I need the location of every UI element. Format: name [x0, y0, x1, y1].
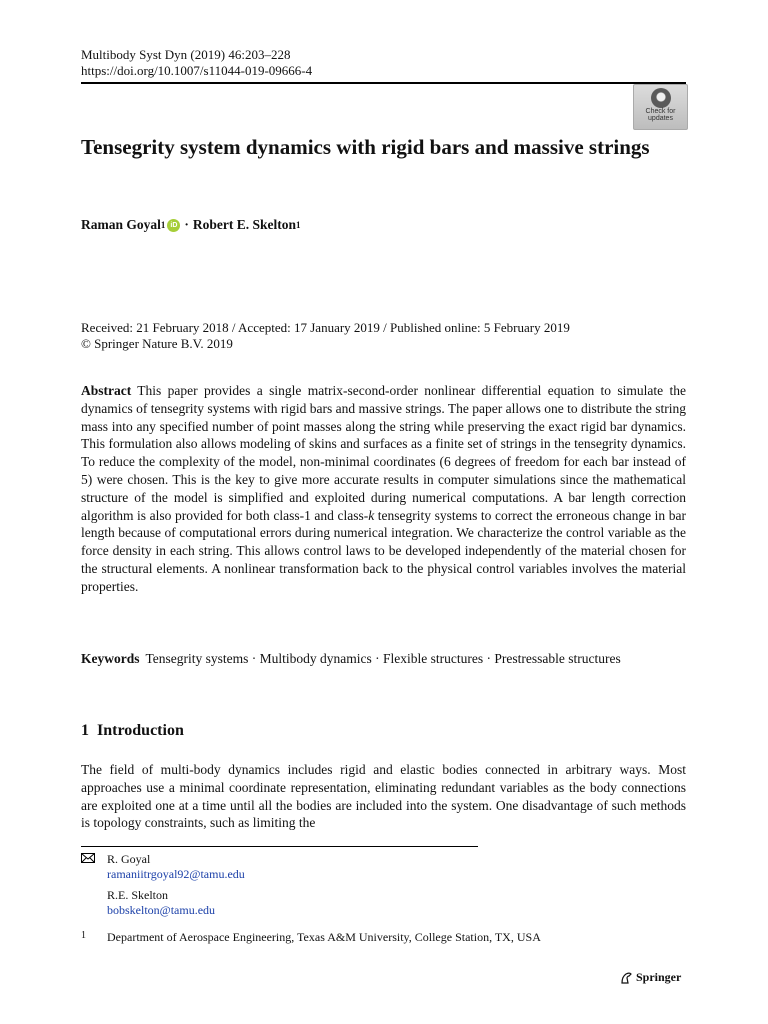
abstract: [81, 382, 686, 596]
orcid-icon[interactable]: iD: [167, 219, 180, 232]
abstract-label: Abstract: [81, 383, 132, 398]
section-heading: [81, 722, 184, 740]
abstract-text-part2: tensegrity systems to correct the erroneous change in bar length because of computational errors during numerical integration. We characterize the control variable as the force density in each string. This allows control laws to be developed independently of the material chosen for the structural elements. A nonlinear transformation back to the physical control variables involves the material properties.: [81, 507, 686, 594]
doi-link[interactable]: https://doi.org/10.1007/s11044-019-09666-4: [81, 63, 313, 78]
springer-horse-icon: [619, 971, 633, 985]
contact-name-2: R.E. Skelton: [107, 888, 169, 902]
paper-title: Tensegrity system dynamics with rigid bars and massive strings: [81, 135, 650, 159]
author-name-1[interactable]: Raman Goyal: [81, 217, 161, 232]
section-title: Introduction: [97, 722, 184, 739]
envelope-icon: [81, 853, 95, 863]
author-separator: ·: [184, 217, 189, 232]
abstract-italic-k: k: [368, 507, 375, 523]
check-updates-icon: [651, 88, 671, 108]
publication-dates: [81, 320, 570, 352]
check-for-updates-badge[interactable]: [633, 84, 688, 130]
keywords-label: Keywords: [81, 651, 140, 666]
contact-email-2[interactable]: bobskelton@tamu.edu: [107, 903, 216, 917]
springer-logo: [619, 970, 681, 985]
copyright-line: © Springer Nature B.V. 2019: [81, 336, 233, 351]
affiliation-number: 1: [81, 930, 86, 941]
abstract-text-part1: This paper provides a single matrix-second-order nonlinear differential equation to simulate the dynamics of tensegrity systems with rigid bars and massive strings. The paper allows one to distribute the string mass into any specified number of point masses along the string while preserving the exact rigid bar dynamics. This formulation also allows modeling of skins and surfaces as a finite set of strings in the tensegrity dynamics. To reduce the complexity of the model, non-minimal coordinates (6 degrees of freedom for each bar instead of 5) were chosen. This is the key to give more accurate results in computer simulations since the mathematical structure of the model is simplified and exploited during numerical computations. A bar length correction algorithm is also provided for both class-1 and class-: [81, 383, 686, 523]
badge-line-1: Check for: [645, 108, 676, 115]
contact-email-1[interactable]: ramaniitrgoyal92@tamu.edu: [107, 867, 245, 881]
author-name-2[interactable]: Robert E. Skelton: [192, 217, 297, 232]
intro-paragraph: The field of multi-body dynamics includes rigid and elastic bodies connected in arbitrary ways. Most approaches use a minimal coordinate representation, eliminating redundant variables as the body connections are exploited one at a time until all the bodies are included into the system. One disadvantage of such methods is topology constraints, such as limiting the: [81, 762, 686, 831]
footnote-rule: [81, 846, 478, 847]
author-list: Raman Goyal 1 iD · Robert E. Skelton 1: [81, 217, 301, 232]
badge-line-2: updates: [648, 115, 673, 122]
journal-citation: Multibody Syst Dyn (2019) 46:203–228: [81, 47, 291, 62]
contact-name-1: R. Goyal: [107, 852, 151, 866]
dates-line: Received: 21 February 2018 / Accepted: 17 January 2019 / Published online: 5 February 2019: [81, 320, 570, 335]
header-rule: [81, 82, 686, 84]
affiliation-text: Department of Aerospace Engineering, Texas A&M University, College Station, TX, USA: [107, 930, 541, 944]
keywords: [81, 650, 686, 668]
section-number: 1: [81, 722, 89, 739]
springer-wordmark: Springer: [636, 970, 682, 984]
keywords-text: Tensegrity systems · Multibody dynamics · Flexible structures · Prestressable structures: [145, 651, 621, 666]
